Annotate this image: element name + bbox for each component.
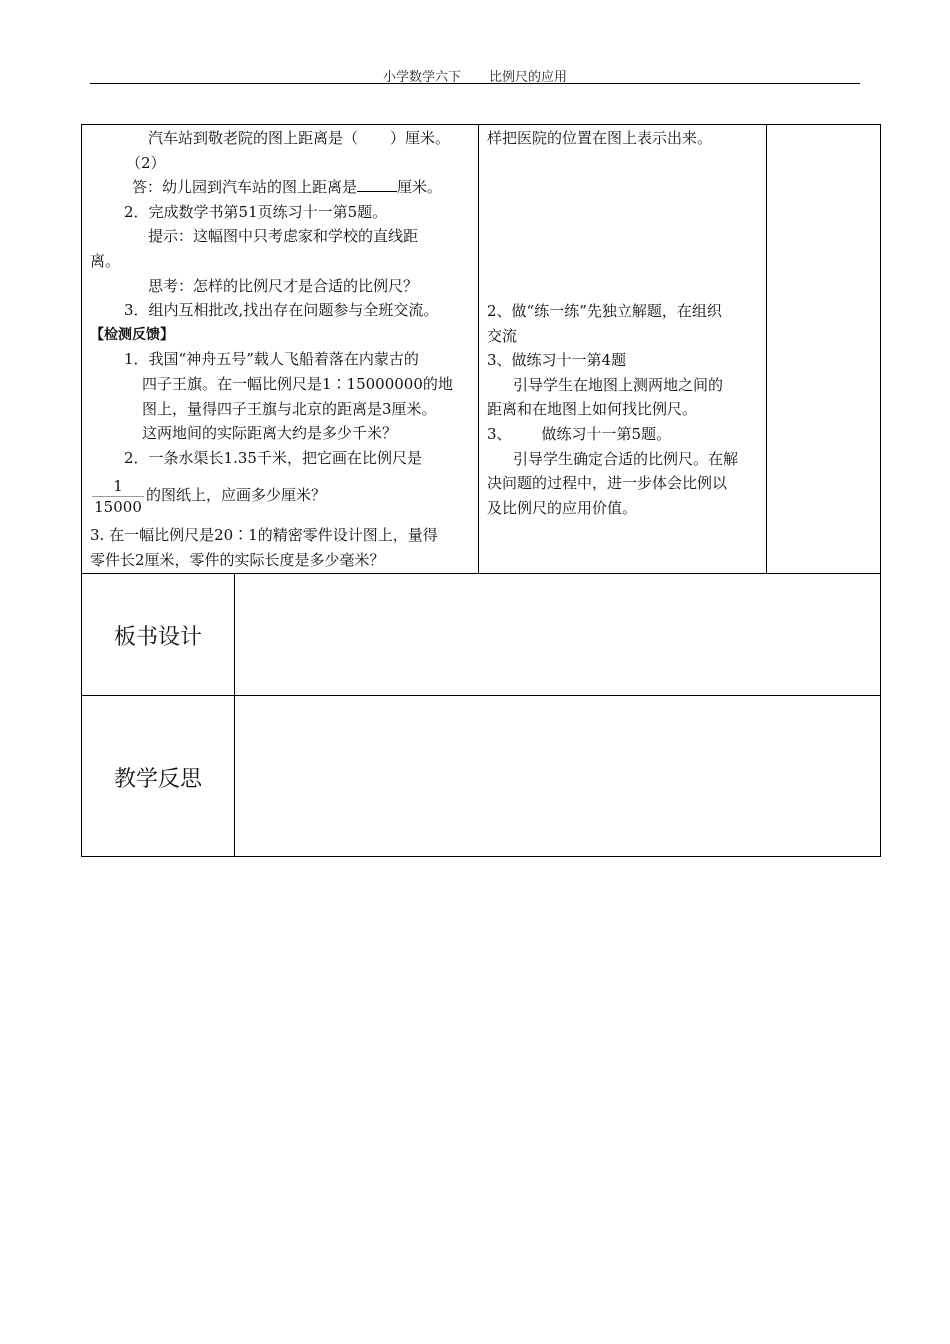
header-subject: 小学数学六下: [382, 70, 461, 85]
fraction: [92, 476, 144, 517]
question-1-cont: 四子王旗。在一幅比例尺是1∶15000000的地: [142, 374, 453, 393]
text-line: 3．组内互相批改,找出存在问题参与全班交流。: [124, 301, 439, 320]
guidance-column: [487, 126, 763, 151]
question-1-cont: 图上，量得四子王旗与北京的距离是3厘米。: [142, 399, 437, 418]
fraction-numerator: 1: [92, 476, 144, 497]
label-divider: [234, 573, 235, 857]
row-divider-1: [81, 573, 881, 574]
question-3: 3. 在一幅比例尺是20∶1的精密零件设计图上，量得 零件长2厘米，零件的实际长度是多少毫米？: [90, 526, 438, 569]
answer-blank: [357, 176, 397, 192]
header-rule: [90, 83, 860, 84]
question-2: 2．一条水渠长1.35千米，把它画在比例尺是: [124, 448, 422, 467]
section-title: 【检测反馈】: [90, 326, 174, 343]
activity-column: [90, 126, 476, 470]
teaching-reflection-label: 教学反思: [113, 767, 202, 792]
text-line: 答：幼儿园到汽车站的图上距离是 厘米。: [132, 178, 443, 197]
col-divider-2: [766, 124, 767, 574]
question-1-cont: 这两地间的实际距离大约是多少千米？: [142, 424, 398, 443]
text-line: 提示：这幅图中只考虑家和学校的直线距: [148, 227, 419, 246]
question-2-cont: 的图纸上，应画多少厘米？: [146, 486, 327, 504]
fraction-denominator: 15000: [94, 498, 142, 516]
text-line: 2．完成数学书第51页练习十一第5题。: [124, 202, 388, 221]
question-1: 1．我国“神舟五号”载人飞船着落在内蒙古的: [124, 350, 419, 369]
text-line: 样把医院的位置在图上表示出来。: [487, 129, 713, 147]
col-divider-1: [478, 124, 479, 574]
text-line: 思考：怎样的比例尺才是合适的比例尺？: [148, 276, 419, 295]
header-topic: 比例尺的应用: [489, 70, 568, 85]
text-line: 汽车站到敬老院的图上距离是（ ）厘米。: [148, 129, 451, 147]
board-design-label: 板书设计: [113, 625, 202, 650]
row-divider-2: [81, 695, 881, 696]
text-line: （2）: [126, 153, 166, 172]
text-line: 离。: [90, 251, 121, 270]
guidance-items: 2、做“练一练”先独立解题，在组织 交流 3、做练习十一第4题 引导学生在地图上测两地之间的 距离和在地图上如何找比例尺。 3、 做练习十一第5题。 引导学生确定合适的比例尺。在解 决问题的过程中，进一步体会比例以 及比例尺的应用价值。: [487, 302, 739, 517]
